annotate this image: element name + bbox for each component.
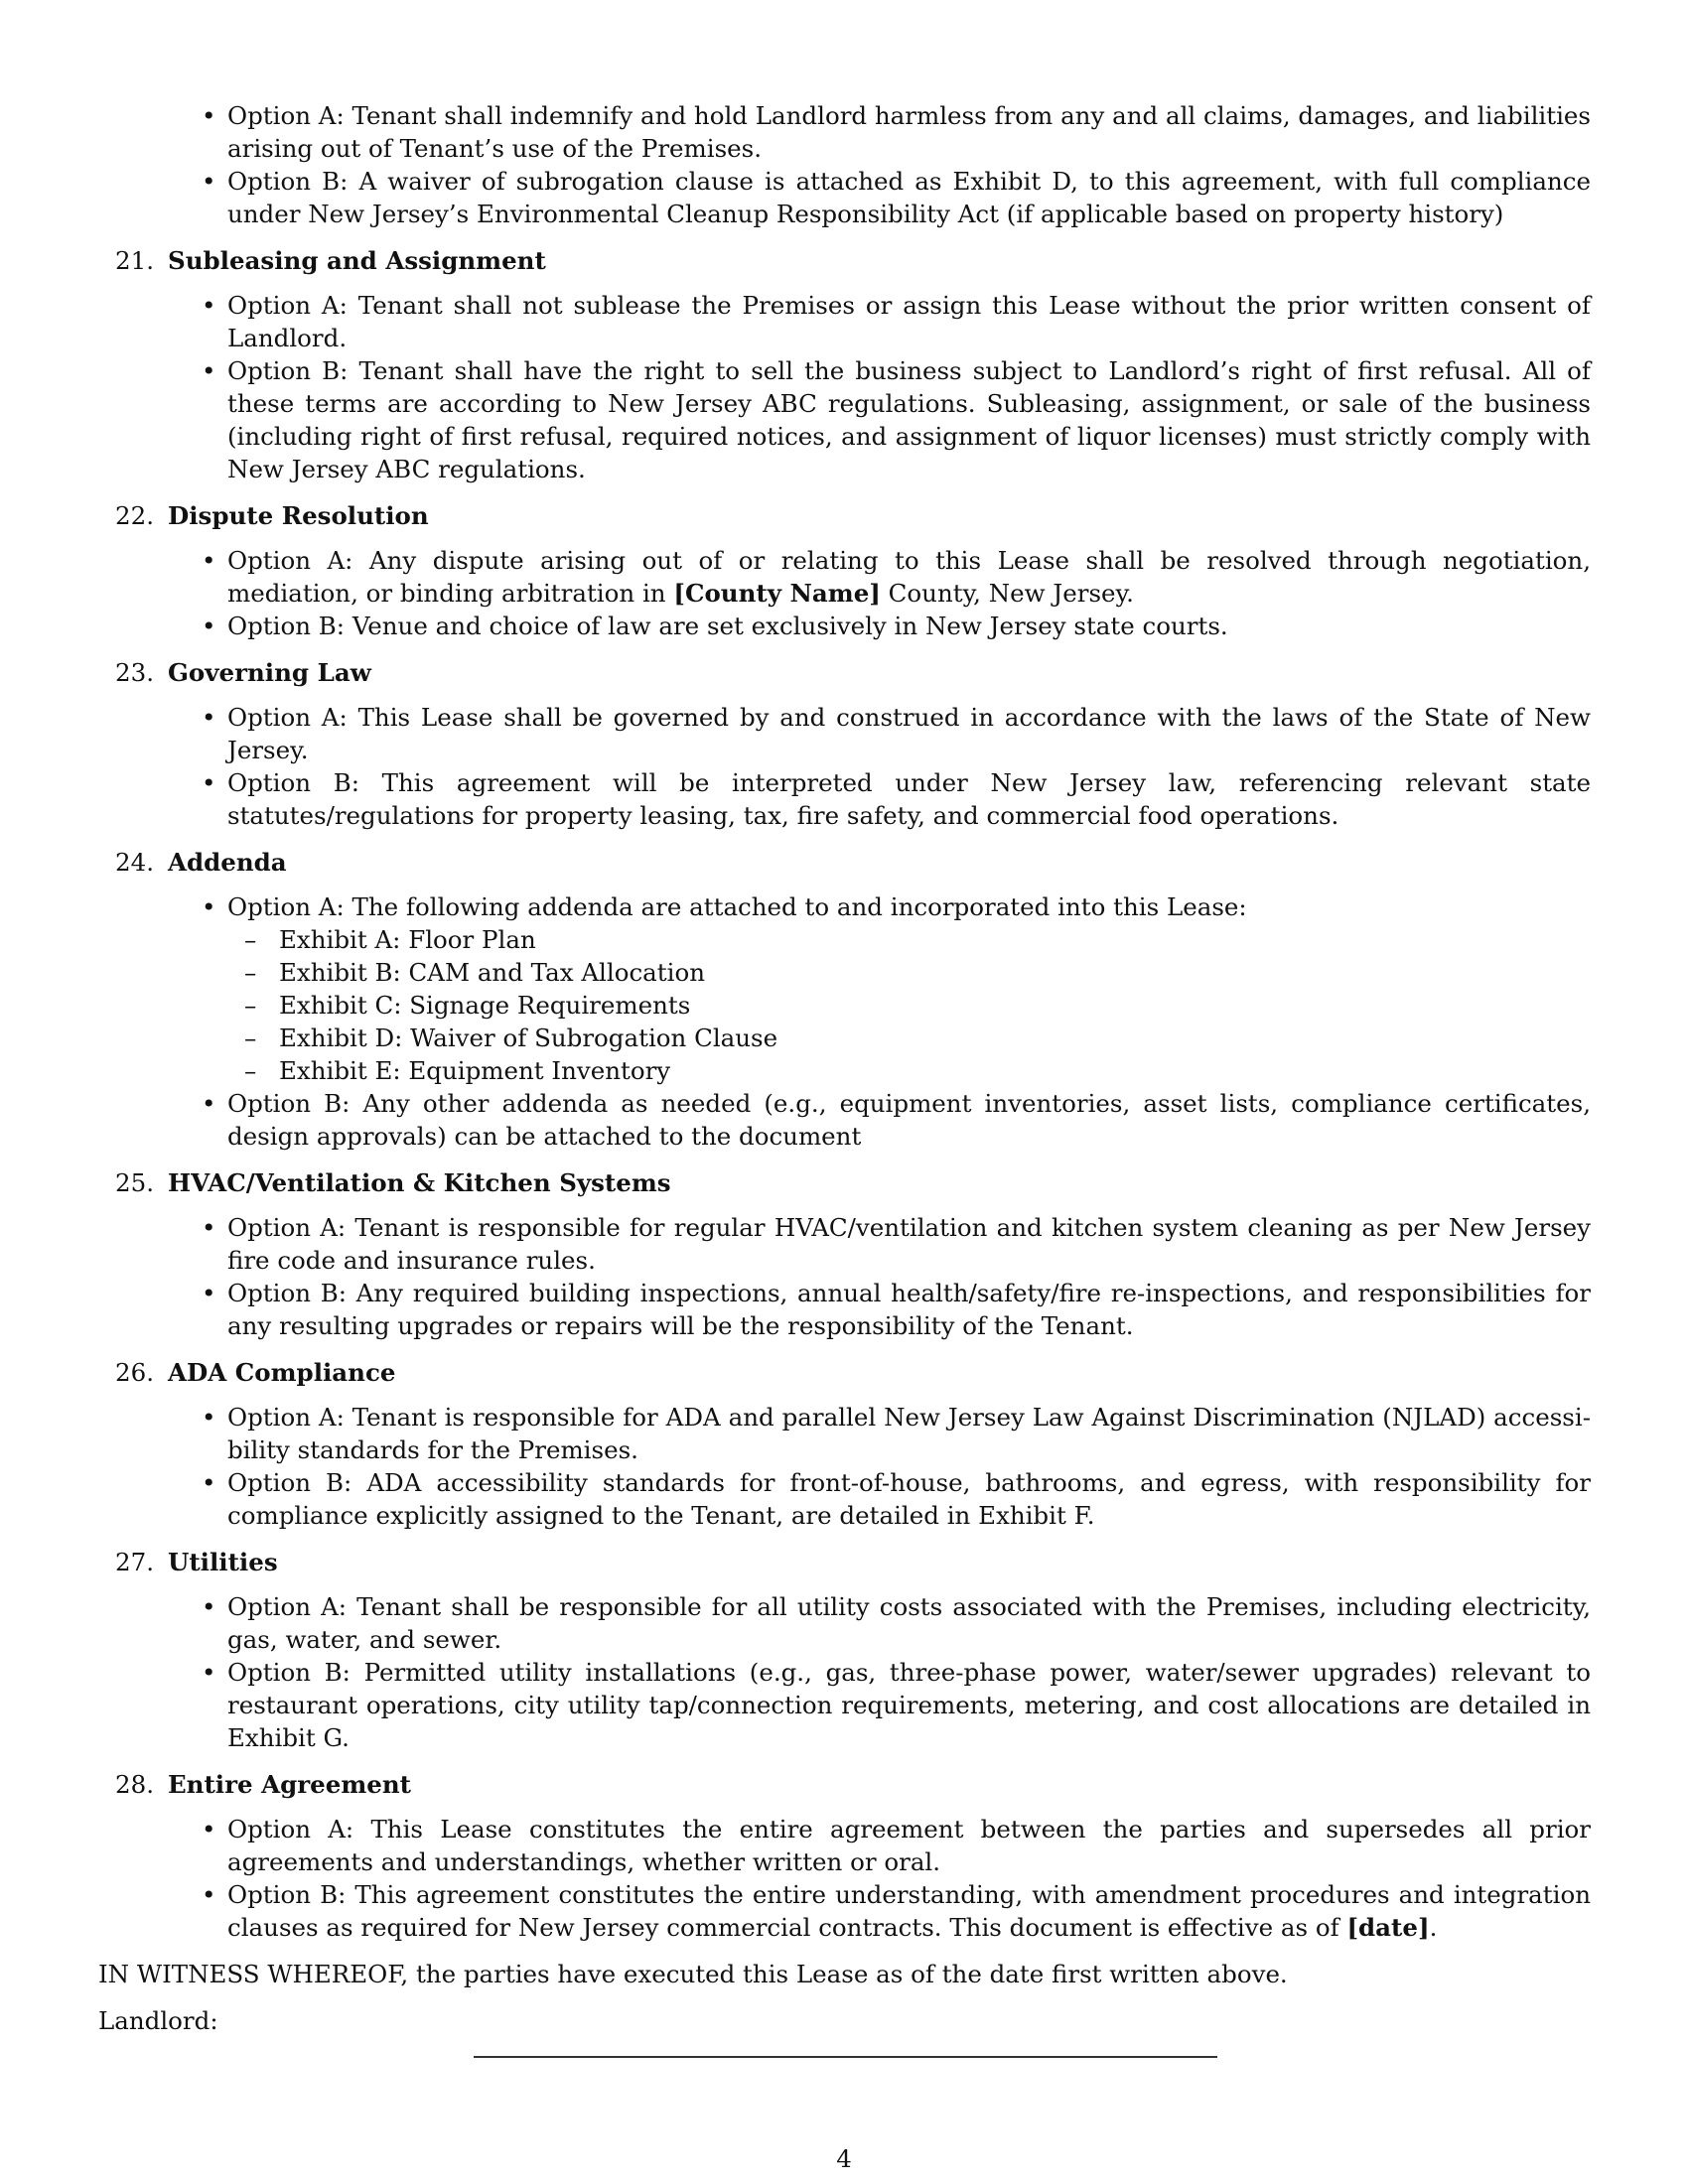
- option-text: County, New Jersey.: [880, 579, 1134, 608]
- section-title: Governing Law: [168, 658, 371, 687]
- section-heading: [98, 1166, 1591, 1199]
- option-item: • Option B: Permitted utility installations (e.g., gas, three-phase power, water/sewer upgrades) relevant to restaurant operations, city utility tap/connection requirements, metering, and cost allocations are detailed in Exhibit G.: [98, 1656, 1591, 1754]
- section-25: [98, 1166, 1591, 1342]
- county-name-placeholder: [County Name]: [673, 579, 881, 608]
- section-number: 23.: [115, 658, 154, 687]
- section-title: Utilities: [168, 1548, 278, 1576]
- section-number: 26.: [115, 1358, 154, 1387]
- landlord-signature-line: [474, 2056, 1217, 2058]
- section-27: [98, 1546, 1591, 1754]
- option-text: Option B: This agreement constitutes the entire understanding, with amendment procedures and integration clauses as required for New Jersey commercial contracts. This document is effective as of: [227, 1880, 1591, 1942]
- document-page: [98, 99, 1591, 2049]
- exhibit-item: – Exhibit A: Floor Plan: [227, 923, 1591, 956]
- section-number: 22.: [115, 501, 154, 530]
- landlord-label: Landlord:: [98, 2006, 218, 2035]
- section-28: [98, 1768, 1591, 1944]
- section-number: 21.: [115, 246, 154, 275]
- section-heading: [98, 846, 1591, 879]
- option-item: • Option A: Tenant shall not sublease the Premises or assign this Lease without the prior written consent of Landlord.: [98, 289, 1591, 354]
- option-item: • Option A: Tenant is responsible for regular HVAC/ventilation and kitchen system cleaning as per New Jersey fire code and insurance rules.: [98, 1211, 1591, 1277]
- section-heading: [98, 244, 1591, 277]
- section-number: 27.: [115, 1548, 154, 1576]
- option-item: • Option B: This agreement will be interpreted under New Jersey law, referencing relevant state statutes/regulations for property leasing, tax, fire safety, and commercial food operations.: [98, 766, 1591, 832]
- section-number: 28.: [115, 1770, 154, 1799]
- section-heading: [98, 1356, 1591, 1389]
- option-text: Option A: Any dispute arising out of or relating to this Lease shall be resolved through negotiation, mediation, or binding arbitration in: [227, 546, 1591, 608]
- section-24: [98, 846, 1591, 1153]
- section-title: Subleasing and Assignment: [168, 246, 546, 275]
- witness-statement: IN WITNESS WHEREOF, the parties have executed this Lease as of the date first written above.: [98, 1960, 1288, 1988]
- option-item: • Option A: Tenant shall be responsible for all utility costs associated with the Premises, including electricity, gas, water, and sewer.: [98, 1590, 1591, 1656]
- section-title: ADA Compliance: [168, 1358, 396, 1387]
- option-item: • Option A: This Lease constitutes the entire agreement between the parties and supersedes all prior agreements and understandings, whether written or oral.: [98, 1813, 1591, 1878]
- section-heading: [98, 499, 1591, 532]
- date-placeholder: [date]: [1346, 1913, 1430, 1942]
- section-26: [98, 1356, 1591, 1532]
- option-text: Option A: The following addenda are attached to and incorporated into this Lease:: [227, 892, 1247, 921]
- option-item: • Option B: Tenant shall have the right to sell the business subject to Landlord’s right of first refusal. All of these terms are according to New Jersey ABC regulations. Subleasing, assignment, or sale of the business (including right of first refusal, required notices, and assignment of liquor licenses) must strictly comply with New Jersey ABC regulations.: [98, 354, 1591, 485]
- option-item: • Option A: Tenant shall indemnify and hold Landlord harmless from any and all claims, damages, and liabilities arising out of Tenant’s use of the Premises.: [98, 99, 1591, 165]
- continued-options: [98, 99, 1591, 230]
- option-item: [98, 890, 1591, 1087]
- exhibit-list: [227, 923, 1591, 1087]
- option-item: [98, 1878, 1591, 1944]
- option-item: • Option B: Any other addenda as needed (e.g., equipment inventories, asset lists, compliance certificates, design approvals) can be attached to the document: [98, 1087, 1591, 1153]
- section-title: Entire Agreement: [168, 1770, 411, 1799]
- exhibit-item: – Exhibit D: Waiver of Subrogation Clause: [227, 1022, 1591, 1054]
- exhibit-item: – Exhibit B: CAM and Tax Allocation: [227, 956, 1591, 989]
- option-item: • Option B: A waiver of subrogation clause is attached as Exhibit D, to this agreement, with full compliance under New Jersey’s Environmental Cleanup Responsibility Act (if applicable based on property history): [98, 165, 1591, 230]
- section-23: [98, 656, 1591, 832]
- section-22: [98, 499, 1591, 642]
- section-heading: [98, 1768, 1591, 1801]
- option-item: [98, 544, 1591, 610]
- section-heading: [98, 656, 1591, 689]
- section-heading: [98, 1546, 1591, 1578]
- section-21: [98, 244, 1591, 485]
- option-item: • Option A: Tenant is responsible for ADA and parallel New Jersey Law Against Discrimination (NJLAD) accessibility standards for the Premises.: [98, 1401, 1591, 1466]
- option-item: • Option B: Venue and choice of law are set exclusively in New Jersey state courts.: [98, 610, 1591, 642]
- exhibit-item: – Exhibit E: Equipment Inventory: [227, 1054, 1591, 1087]
- section-number: 25.: [115, 1168, 154, 1197]
- section-title: HVAC/Ventilation & Kitchen Systems: [168, 1168, 671, 1197]
- section-title: Addenda: [168, 848, 287, 877]
- section-title: Dispute Resolution: [168, 501, 429, 530]
- option-text: .: [1429, 1913, 1438, 1942]
- exhibit-item: – Exhibit C: Signage Requirements: [227, 989, 1591, 1022]
- page-number: 4: [836, 2144, 852, 2173]
- option-item: • Option A: This Lease shall be governed by and construed in accordance with the laws of the State of New Jersey.: [98, 701, 1591, 766]
- option-item: • Option B: Any required building inspections, annual health/safety/fire re-inspections, and responsibilities for any resulting upgrades or repairs will be the responsibility of the Tenant.: [98, 1277, 1591, 1342]
- option-item: • Option B: ADA accessibility standards for front-of-house, bathrooms, and egress, with responsibility for compliance explicitly assigned to the Tenant, are detailed in Exhibit F.: [98, 1466, 1591, 1532]
- section-number: 24.: [115, 848, 154, 877]
